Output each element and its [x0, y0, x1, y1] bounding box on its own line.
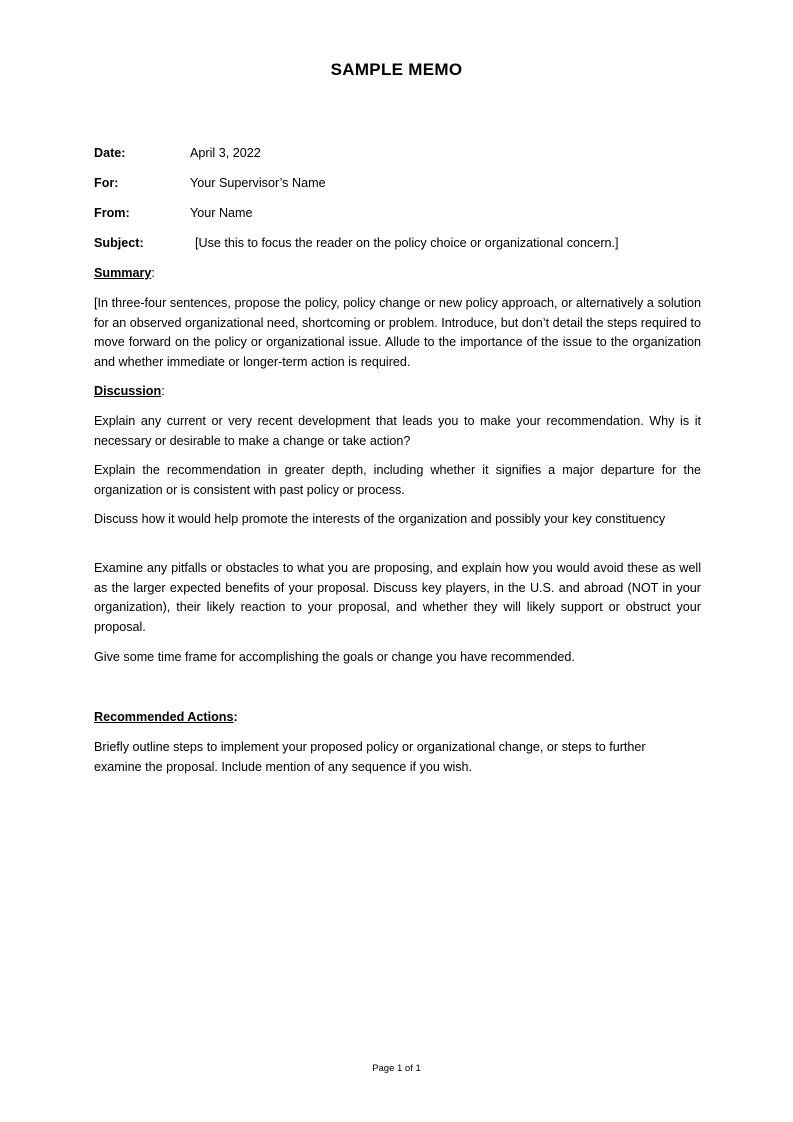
from-label: From:	[94, 206, 130, 220]
summary-paragraph: [In three-four sentences, propose the policy, policy change or new policy approach, or alternatively a solution for an observed organizational need, shortcoming or problem. Introduce, but don’t detail the steps required to move forward on the policy or organizational issue. Allude to the importance of the issue to the organization and whether immediate or longer-term action is required.	[94, 296, 701, 369]
for-row	[94, 176, 701, 196]
summary-heading-text: Summary	[94, 266, 152, 280]
date-value: April 3, 2022	[190, 146, 261, 160]
discussion-heading	[94, 384, 165, 398]
discussion-heading-colon: :	[161, 384, 165, 398]
discussion-paragraph: Examine any pitfalls or obstacles to what you are proposing, and explain how you would avoid these as well as the larger expected benefits of your proposal. Discuss key players, in the U.S. and abroad (NOT in your organization), their likely reaction to your proposal, and whether they will likely support or obstruct your proposal.	[94, 561, 701, 634]
recommended-actions-heading-text: Recommended Actions	[94, 710, 234, 724]
date-row	[94, 146, 701, 166]
discussion-paragraph: Explain any current or very recent development that leads you to make your recommendation. Why is it necessary or desirable to make a change or take action?	[94, 414, 701, 448]
discussion-paragraph: Discuss how it would help promote the interests of the organization and possibly your key constituency	[94, 512, 666, 526]
subject-value: [Use this to focus the reader on the policy choice or organizational concern.]	[195, 236, 619, 250]
for-value: Your Supervisor’s Name	[190, 176, 326, 190]
discussion-paragraph: Give some time frame for accomplishing the goals or change you have recommended.	[94, 650, 575, 664]
recommended-actions-heading	[94, 710, 238, 724]
page-number: Page 1 of 1	[372, 1063, 421, 1074]
for-label: For:	[94, 176, 119, 190]
recommended-actions-heading-colon: :	[233, 710, 238, 724]
discussion-paragraph: Explain the recommendation in greater depth, including whether it signifies a major departure for the organization or is consistent with past policy or process.	[94, 463, 701, 497]
date-label: Date:	[94, 146, 126, 160]
discussion-heading-text: Discussion	[94, 384, 162, 398]
subject-row	[94, 236, 701, 256]
summary-heading-colon: :	[151, 266, 155, 280]
from-value: Your Name	[190, 206, 253, 220]
memo-title: SAMPLE MEMO	[330, 60, 463, 79]
subject-label: Subject:	[94, 236, 144, 250]
summary-heading	[94, 266, 155, 280]
from-row	[94, 206, 701, 226]
recommended-actions-paragraph: Briefly outline steps to implement your proposed policy or organizational change, or steps to further examine the proposal. Include mention of any sequence if you wish.	[94, 740, 646, 774]
